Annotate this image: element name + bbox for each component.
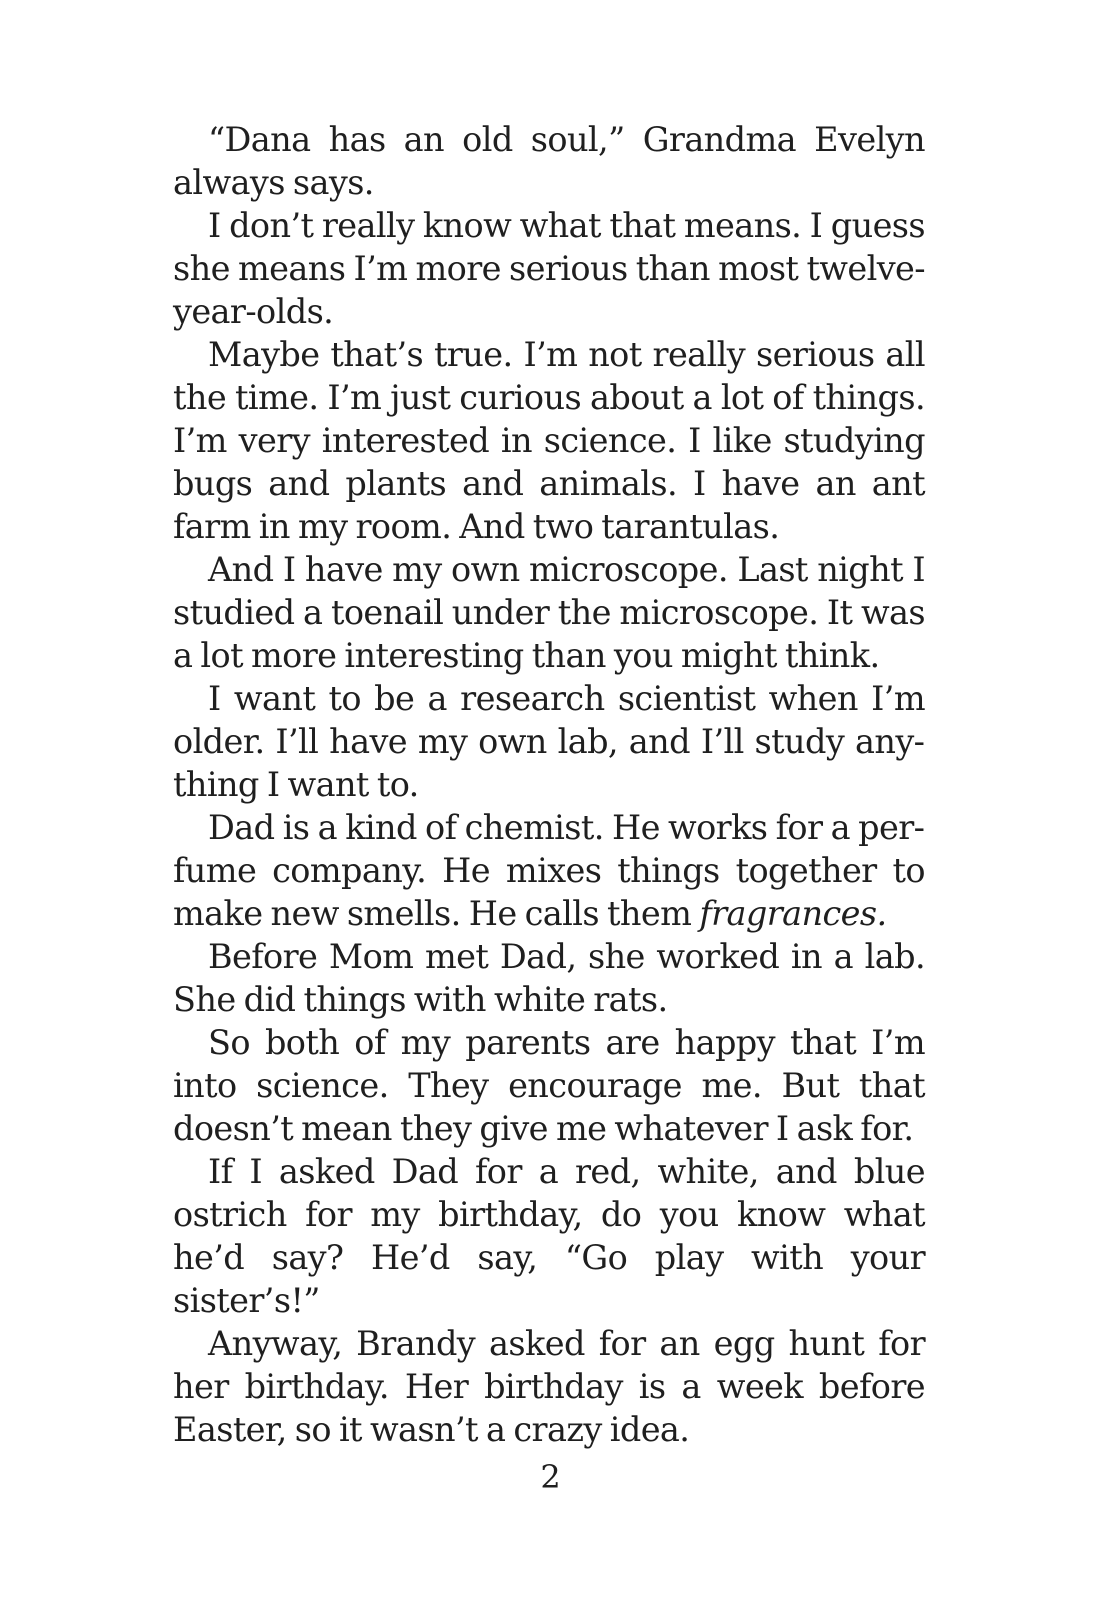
paragraph-6 (173, 806, 925, 935)
paragraph-5: I want to be a research scientist when I’m older. I’ll have my own lab, and I’ll study anything I want to. (173, 679, 925, 804)
paragraph-8: So both of my parents are happy that I’m into science. They encourage me. But that doesn’t mean they give me whatever I ask for. (173, 1023, 925, 1148)
italic-word: fragrances. (699, 894, 887, 933)
paragraph-9: If I asked Dad for a red, white, and blue ostrich for my birthday, do you know what he’d say? He’d say, “Go play with your sister’s!” (173, 1152, 925, 1320)
paragraph-10: Anyway, Brandy asked for an egg hunt for her birthday. Her birthday is a week before Easter, so it wasn’t a crazy idea. (173, 1324, 925, 1449)
paragraph-6-text: Dad is a kind of chemist. He works for a perfume company. He mixes things together to make new smells. He calls them (173, 808, 925, 933)
paragraph-3: Maybe that’s true. I’m not really serious all the time. I’m just curious about a lot of things. I’m very interested in science. I like studying bugs and plants and animals. I have an ant farm in my room. And two tarantulas. (173, 335, 925, 546)
body-text (173, 118, 925, 1451)
paragraph-4: And I have my own microscope. Last night I studied a toenail under the microscope. It was a lot more interesting than you might think. (173, 550, 925, 675)
paragraph-2: I don’t really know what that means. I guess she means I’m more serious than most twelve-year-olds. (173, 206, 925, 331)
paragraph-1: “Dana has an old soul,” Grandma Evelyn always says. (173, 120, 925, 202)
page-number: 2 (540, 1458, 561, 1496)
paragraph-7: Before Mom met Dad, she worked in a lab. She did things with white rats. (173, 937, 925, 1019)
